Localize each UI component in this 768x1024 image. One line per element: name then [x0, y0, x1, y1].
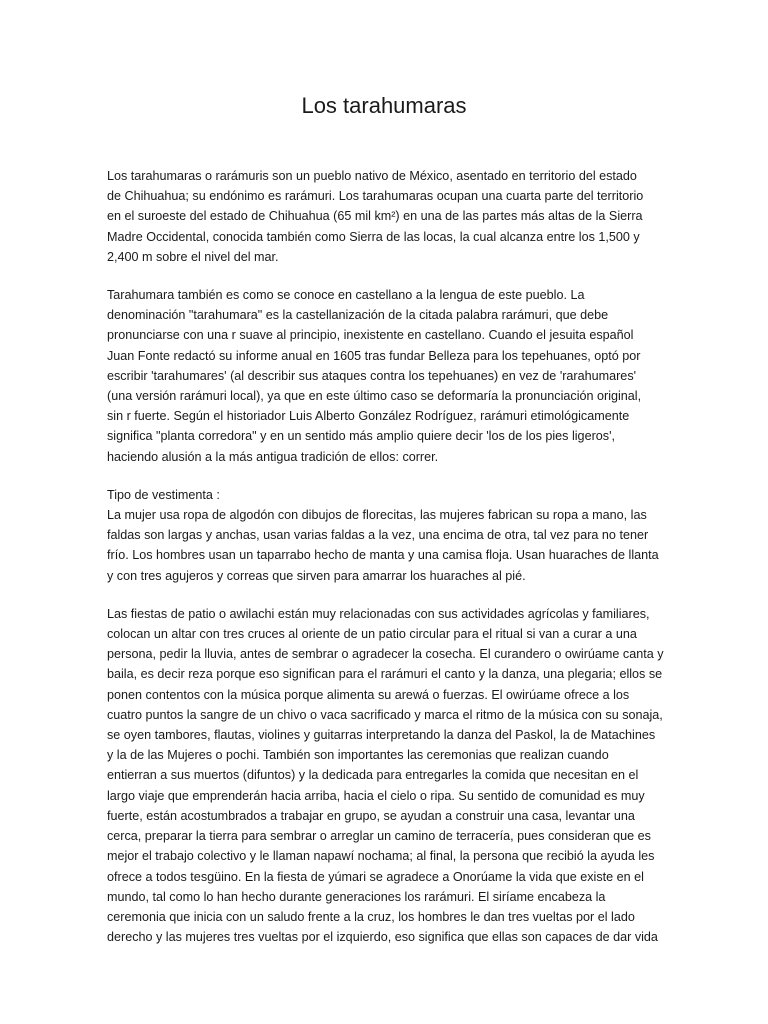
paragraph — [107, 604, 664, 947]
text-line: y la de las Mujeres o pochi. También son importantes las ceremonias que realizan cuando — [107, 748, 609, 763]
text-line: cuatro puntos la sangre de un chivo o vaca sacrificado y marca el ritmo de la música con su sonaja, — [107, 707, 663, 722]
text-line: ponen contentos con la música porque alimenta su arewá o fuerzas. El owirúame ofrece a los — [107, 687, 630, 702]
text-line: mejor el trabajo colectivo y le llaman napawí nochama; al final, la persona que recibió la ayuda les — [107, 849, 655, 864]
text-line: faldas son largas y anchas, usan varias faldas a la vez, una encima de otra, tal vez para no tener — [107, 528, 649, 543]
text-line: largo viaje que emprenderán hacia arriba, hacia el cielo o ripa. Su sentido de comunidad es muy — [107, 788, 645, 803]
text-line: Tarahumara también es como se conoce en castellano a la lengua de este pueblo. La — [107, 288, 585, 303]
text-line: Los tarahumaras o rarámuris son un pueblo nativo de México, asentado en territorio del estado — [107, 169, 637, 183]
text-line: frío. Los hombres usan un taparrabo hecho de manta y una camisa floja. Usan huaraches de llanta — [107, 548, 659, 563]
text-line: Madre Occidental, conocida también como Sierra de las locas, la cual alcanza entre los 1,500 y — [107, 229, 640, 244]
text-line: de Chihuahua; su endónimo es rarámuri. Los tarahumaras ocupan una cuarta parte del territorio — [107, 189, 644, 204]
text-line: Tipo de vestimenta : — [107, 487, 220, 502]
text-line: denominación "tarahumara" es la castellanización de la citada palabra rarámuri, que debe — [107, 308, 609, 323]
text-line: mundo, tal como lo han hecho durante generaciones los rarámuri. El siríame encabeza la — [107, 889, 606, 904]
text-line: significa "planta corredora" y en un sentido más amplio quiere decir 'los de los pies ligeros', — [107, 429, 615, 444]
text-line: cerca, preparar la tierra para sembrar o arreglar un camino de terracería, pues consideran que es — [107, 829, 651, 844]
text-line: ofrece a todos tesgüino. En la fiesta de yúmari se agradece a Onorúame la vida que existe en el — [107, 869, 644, 884]
text-line: persona, pedir la lluvia, antes de sembrar o agradecer la cosecha. El curandero o owirúame canta y — [107, 647, 664, 662]
text-line: Juan Fonte redactó su informe anual en 1605 tras fundar Belleza para los tepehuanes, optó por — [107, 348, 641, 363]
text-line: 2,400 m sobre el nivel del mar. — [107, 249, 279, 264]
text-line: Las fiestas de patio o awilachi están muy relacionadas con sus actividades agrícolas y familiares, — [107, 606, 650, 621]
paragraph — [107, 285, 661, 467]
text-line: y con tres agujeros y correas que sirven para amarrar los huaraches al pié. — [107, 568, 526, 583]
text-line: derecho y las mujeres tres vueltas por el izquierdo, eso significa que ellas son capaces de dar vida — [107, 930, 658, 945]
text-line: (una versión rarámuri local), ya que en este último caso se deformaría la pronunciación original, — [107, 389, 642, 404]
document-title: Los tarahumaras — [301, 93, 467, 118]
document-body — [107, 166, 664, 965]
paragraph — [107, 166, 661, 267]
text-line: sin r fuerte. Según el historiador Luis Alberto González Rodríguez, rarámuri etimológicamente — [107, 409, 630, 424]
text-line: La mujer usa ropa de algodón con dibujos de florecitas, las mujeres fabrican su ropa a mano, las — [107, 508, 647, 523]
text-line: colocan un altar con tres cruces al oriente de un patio circular para el ritual si van a curar a una — [107, 627, 637, 642]
text-line: baila, es decir reza porque eso significan para el rarámuri el canto y la danza, una plegaria; ellos se — [107, 667, 663, 682]
paragraph — [107, 485, 661, 586]
text-line: pronunciarse con una r suave al principio, inexistente en castellano. Cuando el jesuita español — [107, 328, 634, 343]
text-line: ceremonia que inicia con un saludo frente a la cruz, los hombres le dan tres vueltas por el lado — [107, 909, 635, 924]
text-line: en el suroeste del estado de Chihuahua (65 mil km²) en una de las partes más altas de la Sierra — [107, 209, 643, 224]
text-line: haciendo alusión a la más antigua tradición de ellos: correr. — [107, 449, 439, 464]
text-line: entierran a sus muertos (difuntos) y la dedicada para entregarles la comida que necesitan en el — [107, 768, 639, 783]
text-line: fuerte, están acostumbrados a trabajar en grupo, se ayudan a construir una casa, levantar una — [107, 808, 635, 823]
text-line: se oyen tambores, flautas, violines y guitarras interpretando la danza del Paskol, la de Matachines — [107, 728, 656, 743]
text-line: escribir 'tarahumares' (al describir sus ataques contra los tepehuanes) en vez de 'rarahumares' — [107, 368, 637, 383]
